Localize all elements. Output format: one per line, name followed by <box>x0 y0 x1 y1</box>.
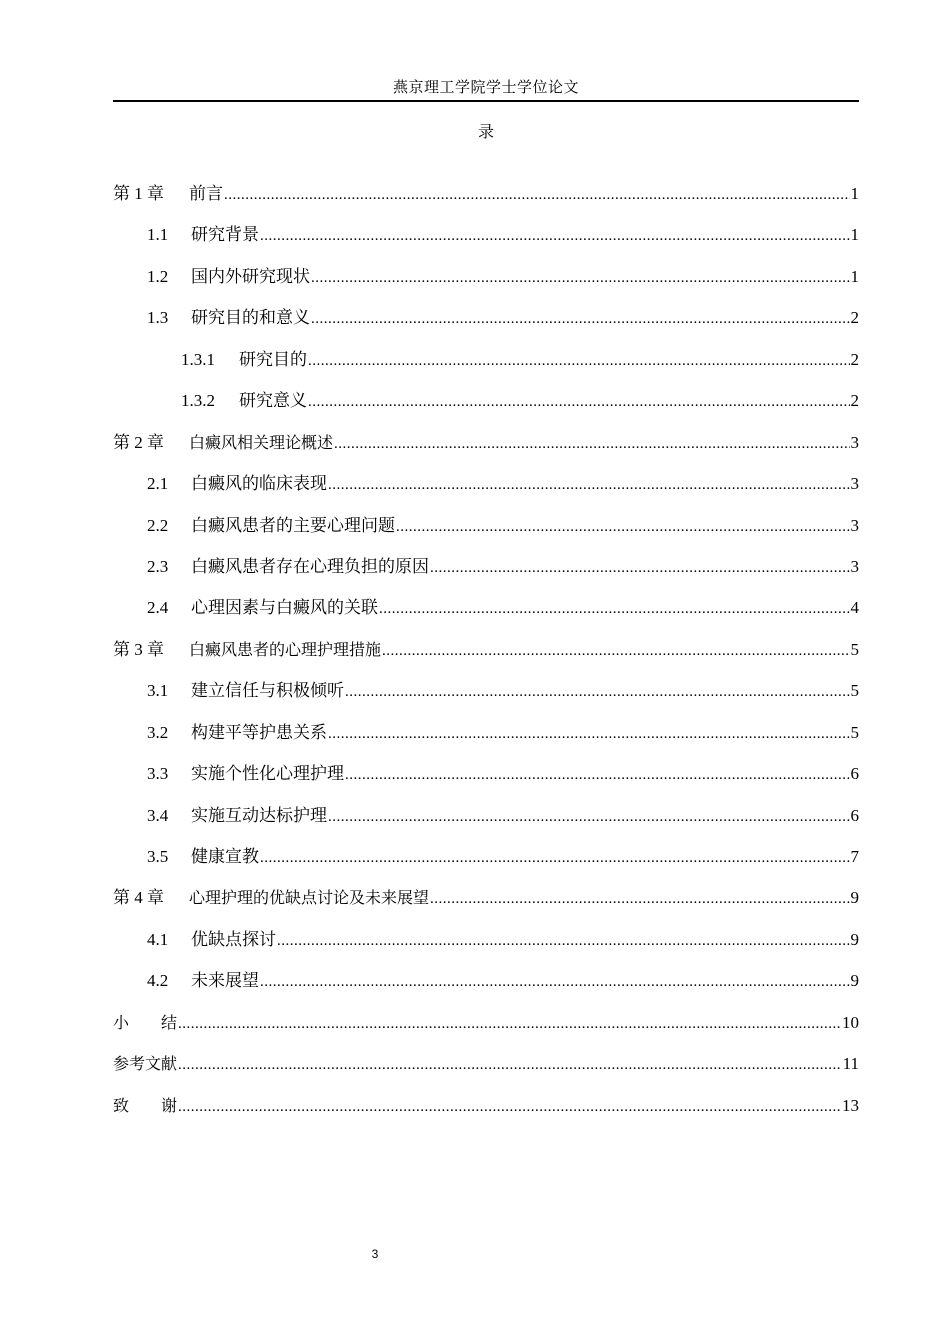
toc-entry-number: 3.2 <box>147 722 169 742</box>
toc-entry-number: 3.5 <box>147 847 169 866</box>
toc-dot-leader <box>260 968 850 995</box>
toc-entry-1-3[interactable] <box>113 305 859 346</box>
toc-entry-number: 2.4 <box>147 598 169 618</box>
toc-entry-title: 优缺点探讨 <box>191 929 276 949</box>
toc-entry-page: 9 <box>850 971 859 991</box>
toc-entry-title: 致 谢 <box>113 1095 178 1115</box>
toc-entry-number: 3.1 <box>147 681 169 701</box>
toc-entry-2-1[interactable] <box>113 471 859 512</box>
toc-entry-number: 2.1 <box>147 474 169 494</box>
toc-entry-title: 研究背景 <box>191 225 259 245</box>
toc-dot-leader <box>430 554 850 581</box>
toc-entry-title: 健康宣教 <box>191 847 259 866</box>
toc-entry-3-3[interactable] <box>113 761 859 802</box>
toc-dot-leader <box>224 181 850 208</box>
toc-dot-leader <box>334 430 849 457</box>
toc-entry-page: 5 <box>850 639 859 659</box>
toc-entry-title: 前言 <box>189 184 223 203</box>
toc-entry-number: 4.2 <box>147 971 169 991</box>
toc-entry-page: 13 <box>842 1095 859 1115</box>
toc-entry-title: 建立信任与积极倾听 <box>191 681 344 701</box>
toc-entry-title: 构建平等护患关系 <box>191 722 327 742</box>
toc-entry-number: 1.3 <box>147 308 169 328</box>
toc-dot-leader <box>328 471 850 498</box>
toc-entry-title: 研究目的和意义 <box>191 308 310 328</box>
toc-entry-page: 3 <box>850 515 859 535</box>
toc-dot-leader <box>396 513 850 540</box>
toc-entry-2-3[interactable] <box>113 554 859 595</box>
toc-dot-leader <box>277 927 850 954</box>
toc-entry-title: 心理因素与白癜风的关联 <box>191 598 378 618</box>
toc-dot-leader <box>260 222 850 249</box>
toc-entry-chapter-1[interactable] <box>113 181 859 222</box>
toc-entry-references[interactable] <box>113 1051 859 1092</box>
toc-entry-page: 10 <box>842 1012 859 1032</box>
toc-entry-title: 白癜风患者的主要心理问题 <box>191 515 395 535</box>
toc-entry-1-3-1[interactable] <box>113 347 859 388</box>
toc-entry-title: 未来展望 <box>191 971 259 991</box>
toc-entry-page: 11 <box>842 1054 859 1074</box>
toc-entry-number: 2.2 <box>147 515 169 535</box>
toc-entry-3-2[interactable] <box>113 720 859 761</box>
toc-dot-leader <box>308 388 850 415</box>
toc-entry-2-2[interactable] <box>113 513 859 554</box>
toc-entry-title: 小 结 <box>113 1012 178 1032</box>
toc-entry-number: 第 3 章 <box>113 639 164 659</box>
toc-entry-2-4[interactable] <box>113 595 859 636</box>
toc-entry-number: 1.3.2 <box>181 391 215 411</box>
toc-entry-1-1[interactable] <box>113 222 859 263</box>
toc-entry-title: 心理护理的优缺点讨论及未来展望 <box>189 888 430 908</box>
toc-entry-3-4[interactable] <box>113 803 859 844</box>
toc-entry-page: 4 <box>850 598 859 618</box>
toc-entry-number: 4.1 <box>147 929 169 949</box>
toc-entry-page: 6 <box>850 805 859 825</box>
toc-entry-number: 第 1 章 <box>113 184 164 203</box>
toc-entry-4-2[interactable] <box>113 968 859 1009</box>
toc-entry-page: 3 <box>850 432 859 452</box>
toc-entry-title: 白癜风的临床表现 <box>191 474 327 494</box>
toc-entry-number: 2.3 <box>147 556 169 576</box>
toc-entry-1-3-2[interactable] <box>113 388 859 429</box>
toc-entry-number: 1.1 <box>147 225 169 245</box>
toc-entry-title: 国内外研究现状 <box>191 266 310 286</box>
toc-dot-leader <box>260 844 850 871</box>
toc-entry-page: 2 <box>850 349 859 369</box>
header-divider <box>113 100 859 102</box>
toc-entry-page: 7 <box>850 847 859 866</box>
toc-entry-page: 1 <box>850 225 859 245</box>
toc-entry-3-1[interactable] <box>113 678 859 719</box>
toc-dot-leader <box>345 761 850 788</box>
toc-dot-leader <box>430 885 849 912</box>
toc-entry-page: 1 <box>850 184 859 203</box>
toc-entry-page: 2 <box>850 391 859 411</box>
toc-entry-title: 参考文献 <box>113 1054 178 1074</box>
toc-entry-number: 3.3 <box>147 764 169 784</box>
toc-dot-leader <box>345 678 850 705</box>
toc-dot-leader <box>328 803 850 830</box>
toc-entry-page: 1 <box>850 266 859 286</box>
toc-dot-leader <box>178 1010 841 1037</box>
toc-dot-leader <box>328 720 850 747</box>
toc-entry-title: 白癜风患者存在心理负担的原因 <box>191 556 429 576</box>
table-of-contents <box>113 181 859 1134</box>
toc-entry-page: 2 <box>850 308 859 328</box>
toc-heading: 录 <box>477 124 494 141</box>
toc-entry-3-5[interactable] <box>113 844 859 885</box>
toc-entry-summary[interactable] <box>113 1010 859 1051</box>
toc-dot-leader <box>178 1051 842 1078</box>
toc-entry-title: 白癜风患者的心理护理措施 <box>189 639 382 659</box>
toc-entry-4-1[interactable] <box>113 927 859 968</box>
toc-entry-page: 3 <box>850 556 859 576</box>
toc-entry-number: 3.4 <box>147 805 169 825</box>
toc-entry-page: 5 <box>850 722 859 742</box>
toc-dot-leader <box>311 264 850 291</box>
toc-entry-page: 9 <box>850 929 859 949</box>
toc-entry-title: 研究目的 <box>239 349 307 369</box>
toc-entry-number: 第 2 章 <box>113 432 164 452</box>
toc-entry-number: 1.2 <box>147 266 169 286</box>
toc-entry-chapter-2[interactable] <box>113 430 859 471</box>
toc-entry-title: 实施个性化心理护理 <box>191 764 344 784</box>
toc-entry-title: 白癜风相关理论概述 <box>189 432 334 452</box>
toc-dot-leader <box>382 637 849 664</box>
toc-entry-page: 9 <box>850 888 859 908</box>
toc-dot-leader <box>379 595 850 622</box>
toc-dot-leader <box>308 347 850 374</box>
toc-entry-number: 第 4 章 <box>113 888 164 908</box>
toc-entry-chapter-3[interactable] <box>113 637 859 678</box>
toc-dot-leader <box>178 1093 841 1120</box>
toc-entry-chapter-4[interactable] <box>113 885 859 926</box>
page-number: 3 <box>371 1247 379 1261</box>
running-header-title: 燕京理工学院学士学位论文 <box>392 80 579 96</box>
toc-entry-page: 6 <box>850 764 859 784</box>
toc-entry-acknowledgements[interactable] <box>113 1093 859 1134</box>
toc-entry-title: 实施互动达标护理 <box>191 805 327 825</box>
toc-entry-1-2[interactable] <box>113 264 859 305</box>
toc-entry-number: 1.3.1 <box>181 349 215 369</box>
toc-entry-page: 5 <box>850 681 859 701</box>
toc-entry-title: 研究意义 <box>239 391 307 411</box>
toc-entry-page: 3 <box>850 474 859 494</box>
toc-dot-leader <box>311 305 850 332</box>
